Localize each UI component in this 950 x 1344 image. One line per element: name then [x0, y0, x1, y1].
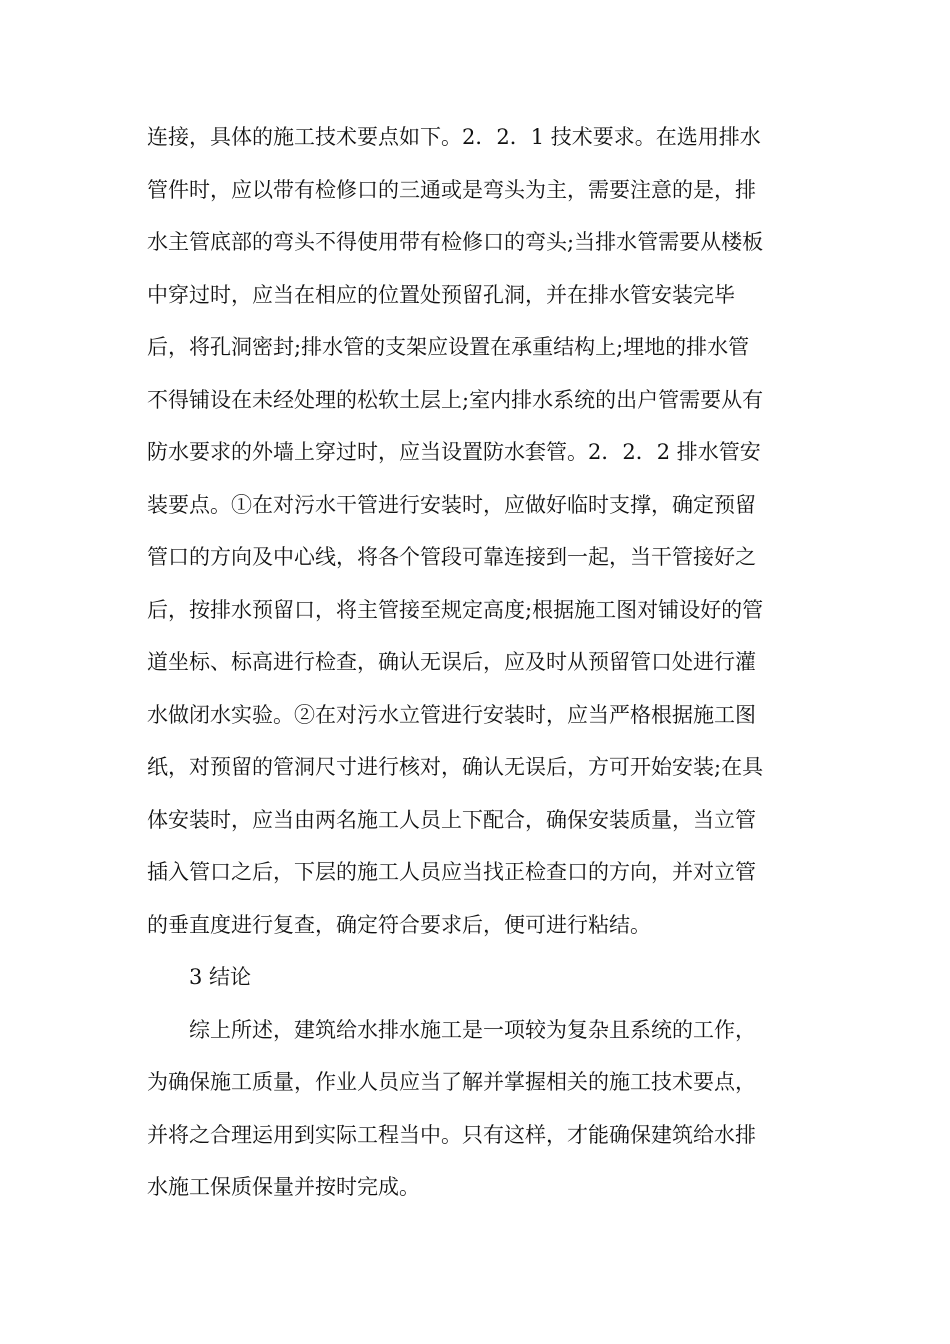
text-line: 水做闭水实验。②在对污水立管进行安装时，应当严格根据施工图 [147, 702, 756, 727]
text-line: 后，将孔洞密封;排水管的支架应设置在承重结构上;埋地的排水管 [147, 335, 750, 359]
text-line: 体安装时，应当由两名施工人员上下配合，确保安装质量，当立管 [147, 807, 756, 832]
text-line: 道坐标、标高进行检查，确认无误后，应及时从预留管口处进行灌 [147, 650, 756, 674]
text-line: 为确保施工质量，作业人员应当了解并掌握相关的施工技术要点， [147, 1070, 756, 1094]
text-line: 后，按排水预留口，将主管接至规定高度;根据施工图对铺设好的管 [147, 597, 764, 622]
text-line: 管口的方向及中心线，将各个管段可靠连接到一起，当干管接好之 [147, 545, 756, 569]
text-line: 水施工保质保量并按时完成。 [147, 1175, 420, 1199]
text-line: 并将之合理运用到实际工程当中。只有这样，才能确保建筑给水排 [147, 1122, 756, 1147]
text-line: 不得铺设在未经处理的松软土层上;室内排水系统的出户管需要从有 [147, 387, 764, 412]
text-line: 综上所述，建筑给水排水施工是一项较为复杂且系统的工作， [189, 1017, 756, 1042]
section-heading: 3 结论 [189, 965, 252, 989]
text-line: 纸，对预留的管洞尺寸进行核对，确认无误后，方可开始安装;在具 [147, 755, 764, 779]
text-line: 防水要求的外墙上穿过时，应当设置防水套管。2．2．2 排水管安 [147, 440, 761, 464]
text-line: 管件时，应以带有检修口的三通或是弯头为主，需要注意的是，排 [147, 177, 756, 202]
text-line: 连接，具体的施工技术要点如下。2．2．1 技术要求。在选用排水 [147, 125, 761, 149]
text-line: 插入管口之后，下层的施工人员应当找正检查口的方向，并对立管 [147, 860, 756, 884]
document-body [147, 118, 807, 1221]
text-line: 中穿过时，应当在相应的位置处预留孔洞，并在排水管安装完毕 [147, 282, 735, 307]
text-line: 水主管底部的弯头不得使用带有检修口的弯头;当排水管需要从楼板 [147, 230, 764, 254]
text-line: 的垂直度进行复查，确定符合要求后，便可进行粘结。 [147, 912, 651, 937]
text-line: 装要点。①在对污水干管进行安装时，应做好临时支撑，确定预留 [147, 492, 756, 517]
